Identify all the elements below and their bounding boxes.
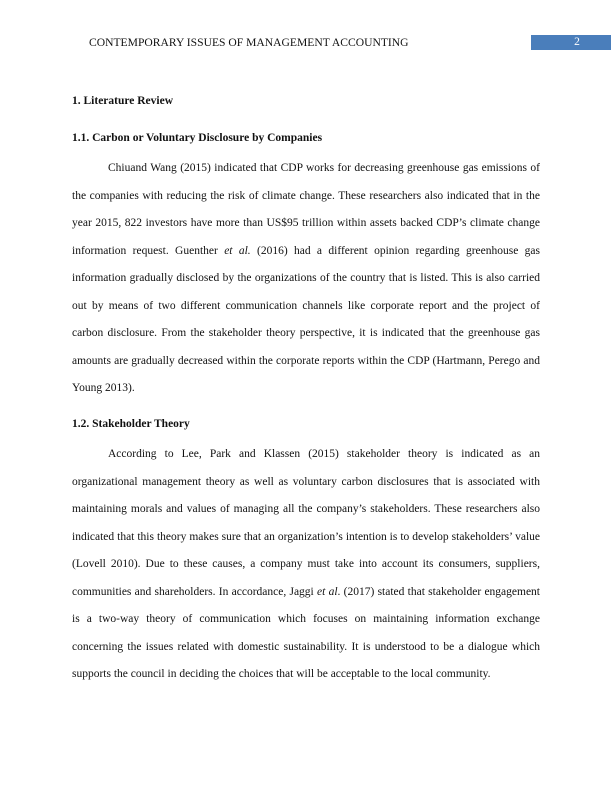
page-number: 2 — [574, 36, 580, 48]
paragraph-text: (2016) had a different opinion regarding greenhouse gas information gradually disclosed by the organizations of the country that is listed. This is also carried out by means of two different communication channels like corporate report and the project of carbon disclosure. From the stakeholder theory perspective, it is indicated that the greenhouse gas amounts are gradually decreased within the corporate reports within the CDP (Hartmann, Perego and Young 2013). — [72, 244, 541, 394]
paragraph-text: According to Lee, Park and Klassen (2015) stakeholder theory is indicated as an organizational management theory as well as voluntary carbon disclosures that is associated with maintaining morals and values of managing all the company’s stakeholders. These researchers also indicated that this theory makes sure that an organization’s intention is to develop stakeholders’ value (Lovell 2010). Due to these causes, a company must take into account its consumers, suppliers, communities and shareholders. In accordance, Jaggi — [72, 448, 540, 598]
paragraph-italic: et al. — [224, 244, 251, 257]
paragraph-text: . (2017) stated that stakeholder engagement is a two-way theory of communication which focuses on maintaining information exchange concerning the issues related with domestic sustainability. It is understood to be a dialogue which supports the council in deciding the choices that will be acceptable to the local community. — [72, 585, 541, 680]
paragraph-carbon-disclosure — [72, 155, 540, 403]
heading-stakeholder-theory: 1.2. Stakeholder Theory — [72, 418, 190, 430]
paragraph-italic: et al — [317, 585, 338, 598]
page-number-badge — [531, 35, 611, 50]
paragraph-stakeholder-theory — [72, 441, 540, 689]
heading-carbon-disclosure: 1.1. Carbon or Voluntary Disclosure by Companies — [72, 132, 323, 144]
paragraph-text: Chiuand Wang (2015) indicated that CDP works for decreasing greenhouse gas emissions of the companies with reducing the risk of climate change. These researchers also indicated that in the year 2015, 822 investors have more than US$95 trillion within assets backed CDP’s climate change information request. Guenther — [72, 162, 540, 257]
running-header-title: CONTEMPORARY ISSUES OF MANAGEMENT ACCOUNTING — [89, 36, 409, 49]
heading-literature-review: 1. Literature Review — [72, 95, 174, 107]
